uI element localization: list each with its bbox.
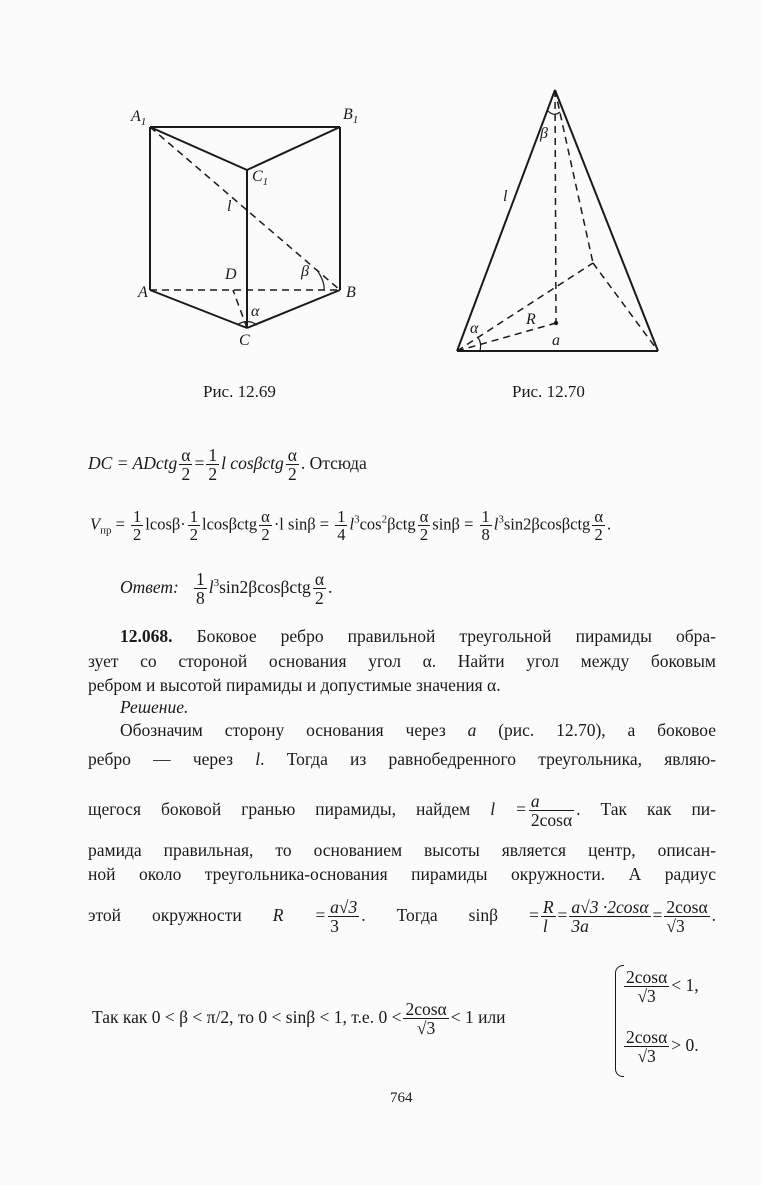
solution-line-1: Обозначим сторону основания через a (рис. 12.70), а боковое	[120, 720, 716, 740]
solution-line-5: ной около треугольника-основания пирамиды окружности. А радиус	[88, 864, 716, 884]
side-label-a: a	[552, 332, 560, 349]
vertex-label-a1: $A_1$	[131, 108, 147, 128]
vertex-label-a: A	[138, 284, 148, 301]
prism-drawing	[125, 100, 365, 360]
solution-line-4: рамида правильная, то основанием высоты является центр, описан-	[88, 840, 716, 860]
page-number: 764	[390, 1090, 413, 1106]
solution-line-2: ребро — через l. Тогда из равнобедренного треугольника, являю-	[88, 749, 717, 769]
system-inequality-2: $\frac{2\cos\alpha}{√3}$ > 0.	[626, 1027, 699, 1067]
radius-label-r: R	[526, 311, 536, 328]
figure-12-70-caption: Рис. 12.70	[512, 382, 585, 401]
figure-12-70	[450, 85, 665, 360]
vertex-label-b: B	[346, 284, 356, 301]
vertex-label-c: C	[239, 332, 250, 349]
answer-label: Ответ:	[120, 576, 179, 597]
solution-line-3: щегося боковой гранью пирамиды, найдем l = $\frac{a}{2\cos\alpha}$ . Так как пи-	[88, 791, 717, 831]
equation-dc: DC = ADctg $\frac{\alpha}{2}$ = $\frac{1}{2}$ l cosβctg $\frac{\alpha}{2}$ . Отсюда	[88, 445, 367, 485]
pyramid-drawing	[450, 85, 665, 360]
problem-statement-line-3: ребром и высотой пирамиды и допустимые значения α.	[88, 675, 501, 695]
angle-label-alpha: α	[470, 320, 479, 337]
system-inequality-1: $\frac{2\cos\alpha}{√3}$ < 1,	[626, 967, 699, 1007]
angle-label-alpha: α	[251, 303, 260, 320]
inequality-line: Так как 0 < β < π/2, то 0 < sinβ < 1, т.е. 0 < $\frac{2\cos\alpha}{√3}$ < 1 или	[92, 999, 506, 1039]
vertex-label-d: D	[225, 266, 237, 283]
solution-label: Решение.	[120, 697, 189, 717]
edge-label-l: l	[227, 198, 232, 215]
problem-number: 12.068.	[120, 626, 173, 646]
angle-label-beta: β	[540, 125, 548, 142]
equation-volume: $V_{пр}$ = $\frac{1}{2}$ lcosβ· $\frac{1}{2}$ lcosβctg $\frac{\alpha}{2}$ ·l sinβ = $\frac{1}{4}$ $l^3\cos^2\beta ctg$ $\frac{\alpha}{2}$ sinβ = $\frac{1}{8}$ $l^3\sin 2\beta\cos\beta ctg$ $\frac{\alpha}{2}$ .	[90, 507, 612, 545]
vertex-label-b1: $B_1$	[343, 106, 359, 126]
edge-label-l: l	[503, 188, 508, 205]
solution-line-6: этой окружности R = $\frac{a√3}{3}$ . Тогда sinβ = $\frac{R}{l}$ = $\frac{a√3 \cdot 2\cos\alpha}{3a}$ = $\frac{2\cos\alpha}{√3}$ .	[88, 897, 717, 937]
vertex-label-c1: $C_1$	[252, 168, 269, 188]
figure-12-69-caption: Рис. 12.69	[203, 382, 276, 401]
answer-line: Ответ: $\frac{1}{8}$ $l^3\sin 2\beta\cos\beta ctg$ $\frac{\alpha}{2}$ .	[120, 569, 333, 609]
problem-statement-line-1: 12.068. Боковое ребро правильной треугольной пирамиды обра-	[120, 626, 716, 646]
figure-12-69	[125, 100, 365, 360]
problem-statement-line-2: зует со стороной основания угол α. Найти угол между боковым	[88, 651, 716, 671]
angle-label-beta: β	[301, 263, 309, 280]
